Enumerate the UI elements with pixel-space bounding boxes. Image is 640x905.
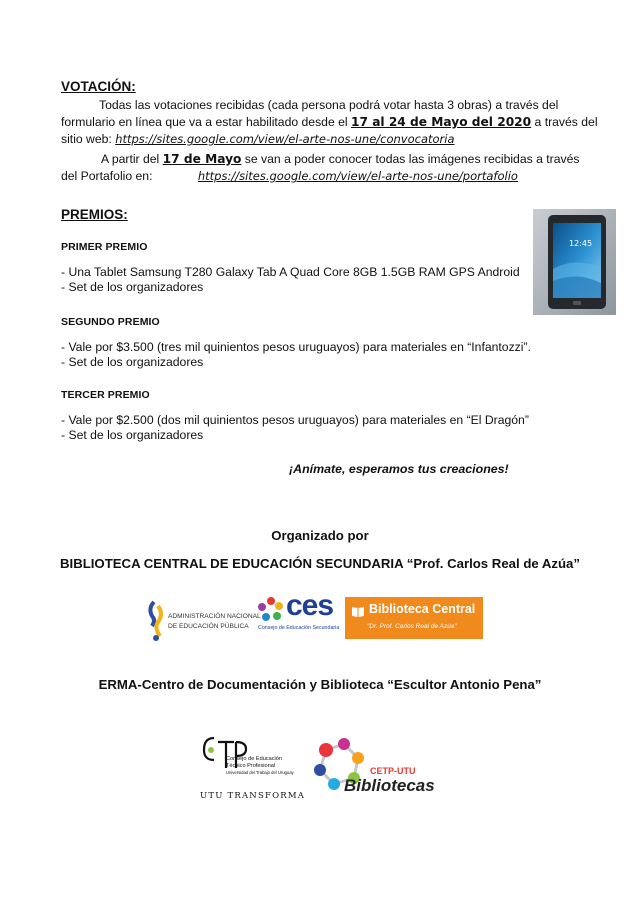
cetp-utu-bibliotecas-logo — [310, 736, 450, 802]
votacion-text-line1: Todas las votaciones recibidas (cada persona podrá votar hasta 3 obras) a través del — [99, 98, 559, 112]
premios-heading: PREMIOS: — [61, 207, 128, 222]
portafolio-text: se van a poder conocer todas las imágenes recibidas a través — [244, 152, 580, 166]
third-prize-item: - Vale por $2.500 (dos mil quinientos pesos uruguayos) para materiales en “El Dragón” — [61, 413, 529, 427]
cetp-text-line1: Consejo de Educación — [226, 756, 282, 762]
book-icon — [351, 605, 365, 617]
tablet-screen-time: 12:45 — [569, 239, 593, 248]
votacion-heading: VOTACIÓN: — [61, 79, 136, 94]
cetp-logo — [196, 732, 306, 804]
ces-subtitle: Consejo de Educación Secundaria — [258, 625, 340, 631]
bibliotecas-wordmark: Bibliotecas — [344, 776, 435, 795]
bibliotecas-prefix: CETP-UTU — [370, 766, 416, 776]
second-prize-item: - Vale por $3.500 (tres mil quinientos pesos uruguayos) para materiales en “Infantozzi”. — [61, 340, 531, 354]
portafolio-link[interactable]: https://sites.google.com/view/el-arte-nos-une/portafolio — [197, 169, 518, 183]
organizer-1: BIBLIOTECA CENTRAL DE EDUCACIÓN SECUNDARIA “Prof. Carlos Real de Azúa” — [60, 556, 580, 571]
ces-flower-icon — [256, 595, 286, 625]
second-prize-title: SEGUNDO PREMIO — [61, 316, 160, 328]
portafolio-date: 17 de Mayo — [162, 152, 242, 166]
first-prize-item: - Set de los organizadores — [61, 280, 204, 294]
utu-transforma-text: UTU TRANSFORMA — [200, 791, 306, 801]
organizado-label: Organizado por — [271, 528, 369, 543]
anep-text-line1: ADMINISTRACIÓN NACIONAL — [168, 613, 261, 620]
third-prize-title: TERCER PREMIO — [61, 389, 150, 401]
second-prize-item: - Set de los organizadores — [61, 355, 204, 369]
biblioteca-central-title: Biblioteca Central — [369, 602, 476, 616]
portafolio-label: del Portafolio en: — [61, 169, 153, 183]
convocatoria-link[interactable]: https://sites.google.com/view/el-arte-nos-une/convocatoria — [115, 132, 455, 146]
votacion-text-line2 — [61, 115, 598, 129]
biblioteca-central-subtitle: "Dr. Prof. Carlos Real de Azúa" — [367, 623, 457, 630]
cetp-text-line3: Universidad del Trabajo del Uruguay — [226, 770, 294, 775]
votacion-text-tail: a través del — [534, 115, 598, 129]
third-prize-item: - Set de los organizadores — [61, 428, 204, 442]
biblioteca-central-logo — [345, 597, 483, 639]
ces-wordmark: ces — [286, 589, 334, 622]
anep-logo — [144, 596, 261, 642]
first-prize-item: - Una Tablet Samsung T280 Galaxy Tab A Quad Core 8GB 1.5GB RAM GPS Android — [61, 265, 520, 279]
cetp-text-line2: Técnico Profesional — [226, 763, 276, 769]
closing-message: ¡Anímate, esperamos tus creaciones! — [289, 462, 509, 476]
portafolio-text-line1 — [101, 152, 579, 166]
portafolio-text-line2 — [61, 169, 518, 183]
portafolio-intro: A partir del — [101, 152, 160, 166]
ces-logo — [256, 589, 342, 635]
anep-text-line2: DE EDUCACIÓN PÚBLICA — [168, 623, 249, 630]
organizer-2: ERMA-Centro de Documentación y Biblioteca “Escultor Antonio Pena” — [98, 677, 542, 692]
first-prize-title: PRIMER PREMIO — [61, 241, 148, 253]
voting-dates: 17 al 24 de Mayo del 2020 — [350, 115, 532, 129]
website-label: sitio web: — [61, 132, 112, 146]
tablet-photo — [533, 209, 616, 315]
votacion-text-line3 — [61, 132, 455, 146]
votacion-text-intro: formulario en línea que va a estar habilitado desde el — [61, 115, 348, 129]
